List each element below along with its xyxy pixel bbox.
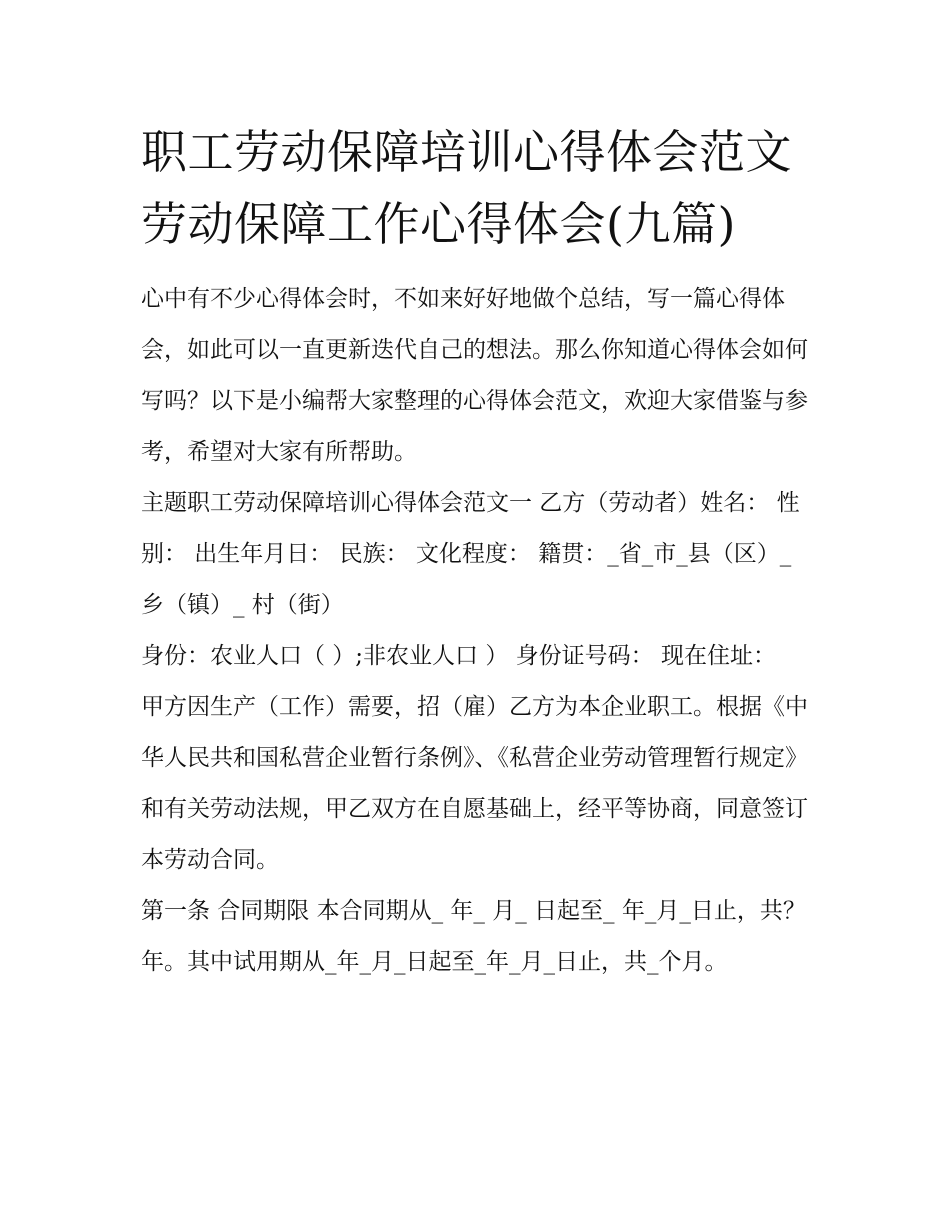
identity-paragraph: 身份：农业人口（ ）;非农业人口 ） 身份证号码： 现在住址：: [141, 643, 776, 669]
document-content: [141, 116, 813, 988]
document-body: [141, 274, 813, 988]
contract-basis-paragraph: 甲方因生产（工作）需要，招（雇）乙方为本企业职工。根据《中华人民共和国私营企业暂行条例》、《私营企业劳动管理暂行规定》和有关劳动法规，甲乙双方在自愿基础上，经平等协商，同意签订本劳动合同。: [141, 694, 808, 873]
document-title: 职工劳动保障培训心得体会范文 劳动保障工作心得体会(九篇): [141, 125, 792, 251]
intro-paragraph: 心中有不少心得体会时，不如来好好地做个总结，写一篇心得体会，如此可以一直更新迭代自己的想法。那么你知道心得体会如何写吗？以下是小编帮大家整理的心得体会范文，欢迎大家借鉴与参考，希望对大家有所帮助。: [141, 286, 808, 465]
worker-info-paragraph: 主题职工劳动保障培训心得体会范文一 乙方（劳动者）姓名： 性别： 出生年月日： 民族： 文化程度： 籍贯：_省_市_县（区）_乡（镇）_ 村（街）: [141, 490, 800, 618]
contract-term-paragraph: 第一条 合同期限 本合同期从_ 年_ 月_ 日起至_ 年_月_日止，共？ 年。其中试用期从_年_月_日起至_年_月_日止，共_个月。: [141, 898, 806, 975]
